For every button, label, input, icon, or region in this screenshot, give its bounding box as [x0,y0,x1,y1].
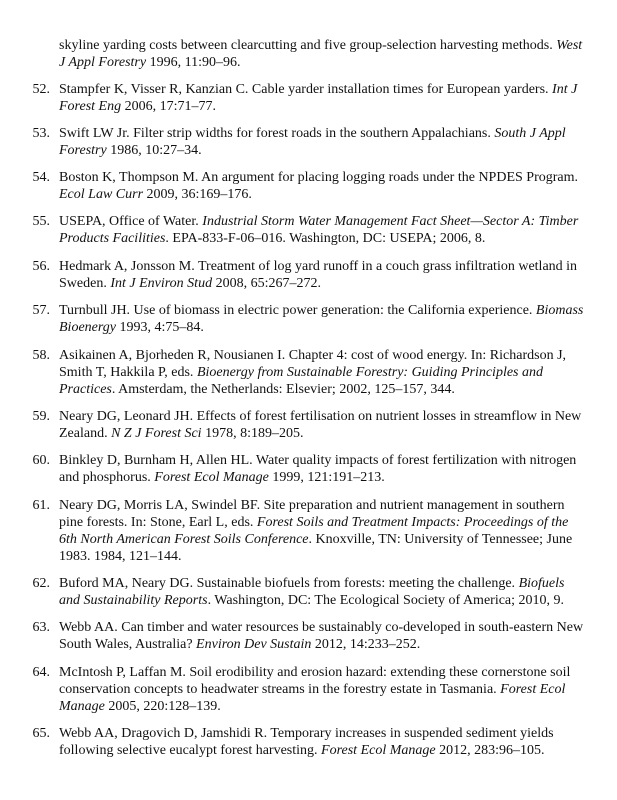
reference-number: 59. [32,409,50,424]
reference-number: 55. [32,214,50,229]
reference-text: Webb AA. Can timber and water resources be sustainably co-developed in south-eastern New South Wales, Australia? Environ Dev Sustain 2012, 14:233–252. [59,620,584,652]
reference-number: 57. [32,303,50,318]
reference-number: 52. [32,82,50,97]
reference-number: 63. [32,620,50,635]
reference-text: Asikainen A, Bjorheden R, Nousianen I. Chapter 4: cost of wood energy. In: Richardson J, Smith T, Hakkila P, eds. Bioenergy from Sustainable Forestry: Guiding Principles and Practices. Amsterdam, the Netherlands: Elsevier; 2002, 125–157, 344. [59,348,567,397]
reference-text: Stampfer K, Visser R, Kanzian C. Cable yarder installation times for European yarders. Int J Forest Eng 2006, 17:71–77. [59,82,578,114]
reference-number: 62. [32,576,50,591]
reference-number: 65. [32,726,50,741]
reference-text: Binkley D, Burnham H, Allen HL. Water quality impacts of forest fertilization with nitrogen and phosphorus. Forest Ecol Manage 1999, 121:191–213. [59,453,577,485]
reference-text: Neary DG, Leonard JH. Effects of forest fertilisation on nutrient losses in streamflow in New Zealand. N Z J Forest Sci 1978, 8:189–205. [59,409,582,441]
reference-number: 58. [32,348,50,363]
reference-text: Neary DG, Morris LA, Swindel BF. Site preparation and nutrient management in southern pine forests. In: Stone, Earl L, eds. Forest Soils and Treatment Impacts: Proceedings of the 6th North American Forest Soils Conference. Knoxville, TN: University of Tennessee; June 1983. 1984, 121–144. [59,498,573,564]
reference-number: 64. [32,665,50,680]
reference-text: Buford MA, Neary DG. Sustainable biofuels from forests: meeting the challenge. Biofuels and Sustainability Reports. Washington, DC: The Ecological Society of America; 2010, 9. [59,576,565,608]
reference-text: McIntosh P, Laffan M. Soil erodibility and erosion hazard: extending these cornerstone soil conservation concepts to headwater streams in the forestry estate in Tasmania. Forest Ecol Manage 2005, 220:128–139. [59,665,571,714]
reference-number: 54. [32,170,50,185]
reference-text: Hedmark A, Jonsson M. Treatment of log yard runoff in a couch grass infiltration wetland in Sweden. Int J Environ Stud 2008, 65:267–272. [59,259,578,291]
reference-text: Turnbull JH. Use of biomass in electric power generation: the California experience. Biomass Bioenergy 1993, 4:75–84. [59,303,584,335]
reference-number: 60. [32,453,50,468]
reference-text: USEPA, Office of Water. Industrial Storm Water Management Fact Sheet—Sector A: Timber Products Facilities. EPA-833-F-06–016. Washington, DC: USEPA; 2006, 8. [59,214,579,246]
reference-number: 53. [32,126,50,141]
reference-text: Swift LW Jr. Filter strip widths for forest roads in the southern Appalachians. South J Appl Forestry 1986, 10:27–34. [59,126,566,158]
reference-text: Boston K, Thompson M. An argument for placing logging roads under the NPDES Program. Ecol Law Curr 2009, 36:169–176. [59,170,578,202]
reference-text: skyline yarding costs between clearcutting and five group-selection harvesting methods. West J Appl Forestry 1996, 11:90–96. [59,38,583,70]
reference-number: 61. [32,498,50,513]
reference-number: 56. [32,259,50,274]
reference-text: Webb AA, Dragovich D, Jamshidi R. Temporary increases in suspended sediment yields following selective eucalypt forest harvesting. Forest Ecol Manage 2012, 283:96–105. [59,726,554,758]
